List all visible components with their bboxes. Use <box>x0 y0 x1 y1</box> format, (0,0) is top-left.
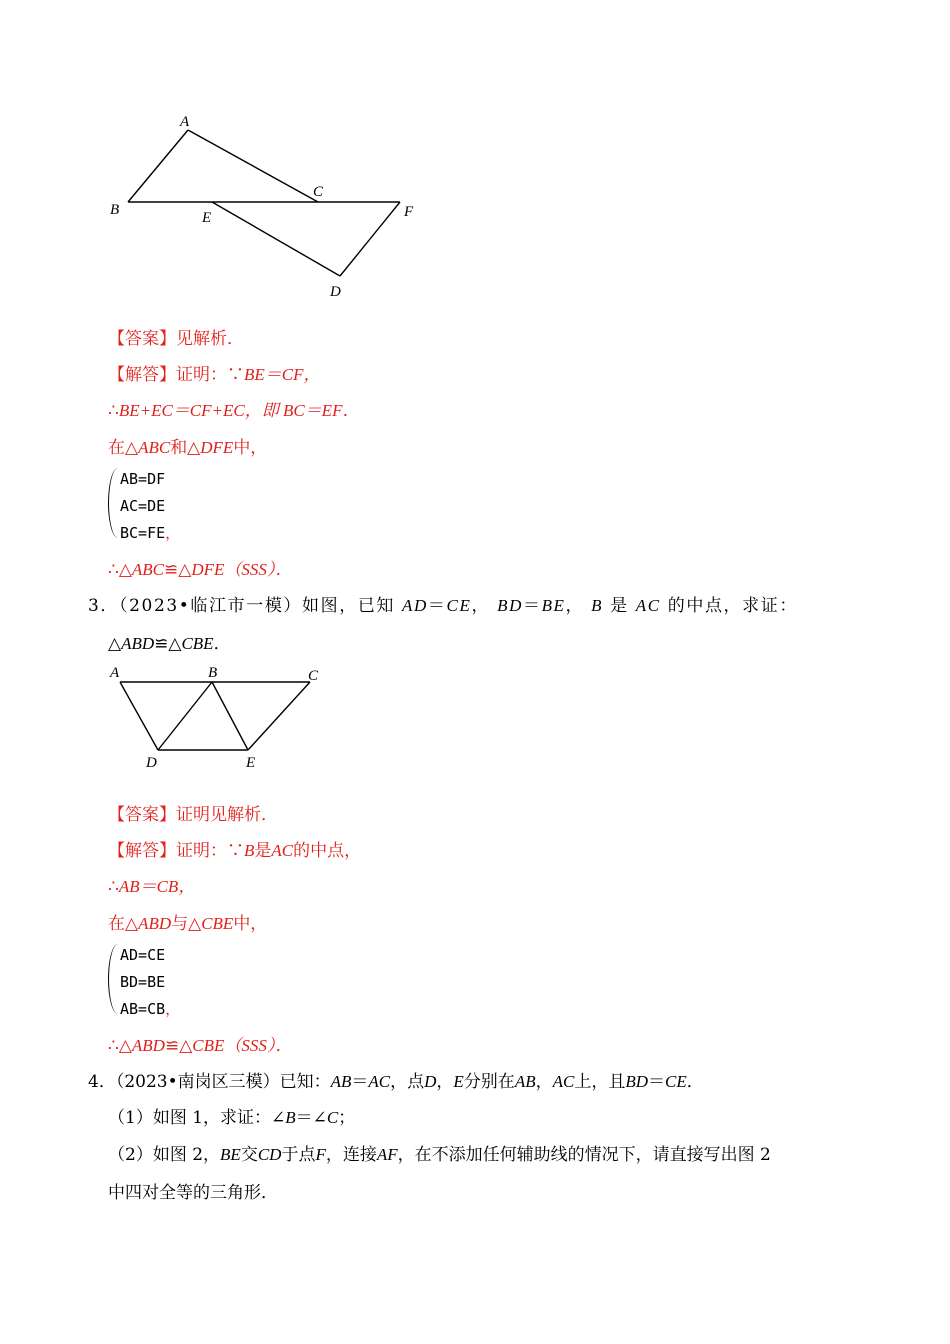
p4-part2: （2）如图 2，BE交CD于点F，连接AF，在不添加任何辅助线的情况下，请直接写出图 2 <box>108 1145 771 1165</box>
p2-answer: 【答案】见解析． <box>108 329 244 349</box>
p3-solution-line3: 在△ABD与△CBE中， <box>108 914 268 934</box>
brace-icon <box>108 944 118 1014</box>
segment-ab <box>128 130 188 202</box>
p2-system-row: AB=DF <box>120 470 166 488</box>
segment-ac <box>188 130 318 202</box>
label-b: B <box>110 202 120 218</box>
p3-system-row: AD=CE <box>120 946 166 964</box>
label-b: B <box>208 665 218 681</box>
p2-solution-line2: ∴BE+EC＝CF+EC，即 BC＝EF． <box>108 401 360 421</box>
p2-conclusion: ∴△ABC≌△DFE（SSS）． <box>108 560 293 580</box>
p4-part1: （1）如图 1，求证：∠B＝∠C； <box>108 1108 356 1128</box>
label-f: F <box>404 204 414 220</box>
figure-3 <box>100 660 340 775</box>
segment-fd <box>340 202 400 276</box>
p2-system-row: BC=FE， <box>120 524 181 542</box>
p3-equation-system <box>108 942 228 1022</box>
p2-solution-line3: 在△ABC和△DFE中， <box>108 438 268 458</box>
p3-solution-line1: 【解答】证明：∵B是AC的中点， <box>108 841 362 861</box>
label-e: E <box>202 210 212 226</box>
p4-statement: 4．（2023•南岗区三模）已知：AB＝AC，点D，E分别在AB，AC上，且BD＝CE． <box>88 1072 704 1092</box>
p3-conclusion: ∴△ABD≌△CBE（SSS）． <box>108 1036 293 1056</box>
p2-system-row: AC=DE <box>120 497 166 515</box>
figure-1 <box>100 108 430 303</box>
label-c: C <box>308 668 319 684</box>
p2-equation-system <box>108 466 228 546</box>
p4-part2-continued: 中四对全等的三角形． <box>108 1183 278 1203</box>
label-a: A <box>110 665 120 681</box>
p3-prove: △ABD≌△CBE． <box>108 634 231 654</box>
segment-ad <box>120 682 158 750</box>
label-a: A <box>180 114 190 130</box>
segment-ce <box>248 682 310 750</box>
label-d: D <box>330 284 341 300</box>
p3-answer: 【答案】证明见解析． <box>108 805 278 825</box>
p3-system-row: AB=CB， <box>120 1000 181 1018</box>
p3-system-row: BD=BE <box>120 973 166 991</box>
label-e: E <box>246 755 256 771</box>
p2-solution-line1: 【解答】证明：∵BE＝CF， <box>108 365 321 385</box>
segment-ed <box>212 202 340 276</box>
segment-bd <box>158 682 212 750</box>
p3-solution-line2: ∴AB＝CB， <box>108 877 196 897</box>
label-c: C <box>313 184 324 200</box>
p3-statement: 3．（2023•临江市一模）如图，已知 AD＝CE， BD＝BE， B 是 AC 的中点，求证： <box>88 596 798 616</box>
segment-be <box>212 682 248 750</box>
label-d: D <box>146 755 157 771</box>
brace-icon <box>108 468 118 538</box>
